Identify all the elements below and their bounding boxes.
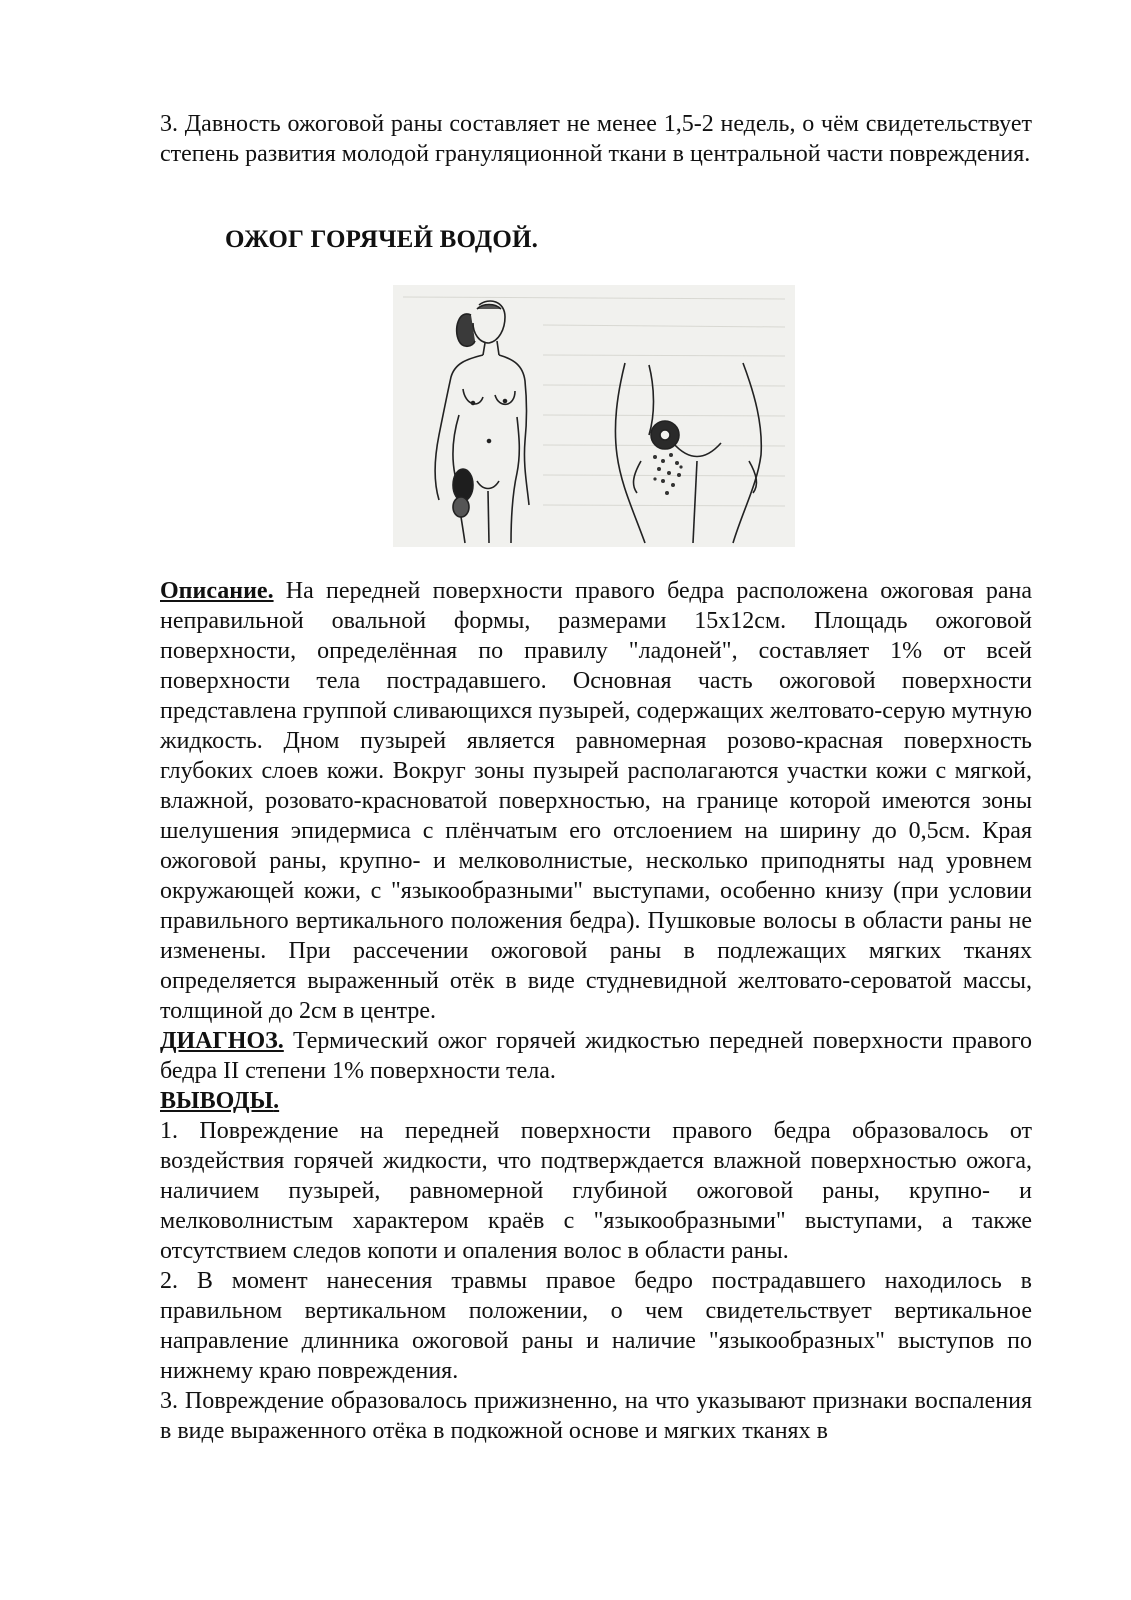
intro-paragraph: 3. Давность ожоговой раны составляет не менее 1,5-2 недель, о чём свидетельствует степень развития молодой грануляционной ткани в центральной части повреждения. (160, 111, 1032, 167)
main-text (160, 576, 1032, 1446)
description-paragraph (160, 576, 1032, 1026)
description-text: На передней поверхности правого бедра расположена ожоговая рана неправильной овальной формы, размерами 15х12см. Площадь ожоговой поверхности, определённая по правилу "ладоней", составляет 1% от всей поверхности тела пострадавшего. Основная часть ожоговой поверхности представлена группой сливающихся пузырей, содержащих желтовато-серую мутную жидкость. Дном пузырей является равномерная розово-красная поверхность глубоких слоев кожи. Вокруг зоны пузырей располагаются участки кожи с мягкой, влажной, розовато-красноватой поверхностью, на границе которой имеются зоны шелушения эпидермиса с плёнчатым его отслоением на ширину до 0,5см. Края ожоговой раны, крупно- и мелковолнистые, несколько приподняты над уровнем окружающей кожи, с "языкообразными" выступами, особенно книзу (при условии правильного вертикального положения бедра). Пушковые волосы в области раны не изменены. При рассечении ожоговой раны в подлежащих мягких тканях определяется выраженный отёк в виде студневидной желтовато-сероватой массы, толщиной до 2см в центре. (160, 578, 1032, 1024)
conclusion-item-2: 2. В момент нанесения травмы правое бедро пострадавшего находилось в правильном вертикальном положении, о чем свидетельствует вертикальное направление длинника ожоговой раны и наличие "языкообразных" выступов по нижнему краю повреждения. (160, 1268, 1032, 1384)
diagnosis-paragraph (160, 1026, 1032, 1086)
figure-full-body (435, 301, 529, 543)
conclusion-item-1: 1. Повреждение на передней поверхности правого бедра образовалось от воздействия горячей жидкости, что подтверждается влажной поверхностью ожога, наличием пузырей, равномерной глубиной ожоговой раны, крупно- и мелковолнистым характером краёв с "языкообразными" выступами, а также отсутствием следов копоти и опаления волос в области раны. (160, 1118, 1032, 1264)
conclusions-heading (160, 1086, 1032, 1116)
section-title: ОЖОГ ГОРЯЧЕЙ ВОДОЙ. (225, 226, 539, 253)
burn-diagram-illustration-icon (393, 285, 795, 547)
burn-diagram-figure (393, 285, 795, 547)
diagnosis-label: ДИАГНОЗ. (160, 1028, 284, 1054)
conclusion-item-3: 3. Повреждение образовалось прижизненно, на что указывают признаки воспаления в виде выраженного отёка в подкожной основе и мягких тканях в (160, 1388, 1032, 1444)
conclusions-suffix: . (273, 1088, 280, 1114)
diagnosis-text: Термический ожог горячей жидкостью передней поверхности правого бедра II степени 1% поверхности тела. (160, 1028, 1032, 1084)
figure-lower-body (615, 363, 761, 543)
description-label: Описание. (160, 578, 274, 604)
conclusions-label: ВЫВОДЫ (160, 1088, 274, 1114)
